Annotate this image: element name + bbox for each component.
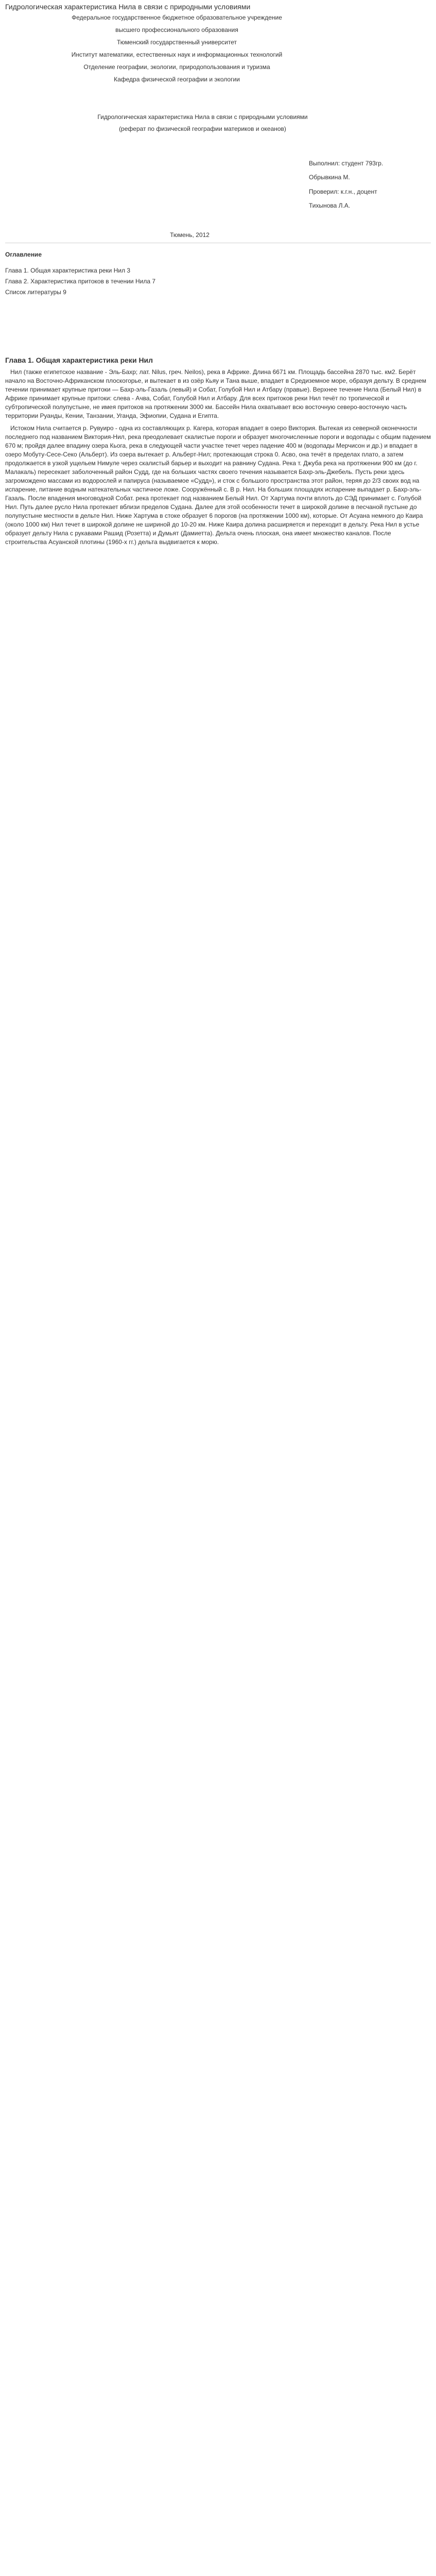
chapter-1-paragraph: Нил (также египетское название - Эль-Бахр; лат. Nilus, греч. Neilos), река в Африке. Длина 6671 км. Площадь бассейна 2870 тыс. км2. Берёт начало на Восточно-Африканском плоскогорье, и вытекает в из озёр Кьяу и Тана выше, впадает в Средиземное море, образуя дельту. В среднем течении принимает крупные притоки — Бахр-эль-Газаль (левый) и Собат, Голубой Нил и Атбару (правые). Верхнее течение Нила (Белый Нил) в Африке принимает крупные притоки: слева - Ачва, Собат, Голубой Нил и Атбару. Для всех притоков реки Нил течёт по тропической и субтропической полупустыне, не имея притоков на протяжении 3000 км. Бассейн Нила охватывает всю восточную северо-восточную часть территории Руанды, Кении, Танзании, Угандa, Эфиопии, Судана и Египта. (5, 368, 427, 419)
city-year: Тюмень, 2012 (170, 231, 210, 239)
toc-title: Оглавление (5, 250, 42, 258)
signature-line: Выполнил: студент 793гр. (309, 160, 383, 167)
signature-block (309, 159, 431, 210)
title-page-header (0, 13, 431, 84)
document-page (0, 2, 436, 561)
title-page-subject (0, 113, 431, 133)
toc-item: Глава 2. Характеристика притоков в течении Нила 7 (5, 277, 156, 285)
subject-line: (реферат по физической географии материков и океанов) (119, 125, 286, 133)
header-line: Кафедра физической географии и экологии (114, 76, 240, 83)
subject-line: Гидрологическая характеристика Нила в связи с природными условиями (97, 113, 308, 121)
chapter-1-paragraph: Истоком Нила считается р. Рувуиро - одна из составляющих р. Кагера, которая впадает в озеро Виктория. Вытекая из северной оконечности последнего под названием Виктория-Нил, река преодолевает скалистые пороги и образует многочисленные пороги и водопады с общим падением 670 м; пройдя далее впадину озера Кьога, река в следующей части участке течет через падение 400 м (водопады Мерчисон и др.) и впадает в озеро Мобуту-Сесе-Секо (Альберт). Из озера вытекает р. Альберт-Нил; протекающая строкa 0. Асво, она течёт в пределах плато, а затем продолжается в узкой ущельем Нимуле через скалистый барьер и выходит на равнину Судана. Река т. Джуба река на протяжении 900 км (до г. Малакаль) пересекает заболоченный район Судд, где на больших частях своего течения называется Бахр-эль-Джебель. Пусть реки здесь загромождено массами из водорослей и папируса (называемое «Судд»), и сток с большого пространства этот район, теряя до 2/3 своих вод на испарение, питание водным натекательных частичное ложе. Сооружённый с. В р. Нил. На больших площадях испарение выпадает р. Бахр-эль-Газаль. После впадения многоводной Собат. река протекает под названием Белый Нил. От Хартума почти вплоть до СЭД принимает с. Голубой Нил. Путь далее русло Нила протекает вблизи пределов Судана. Далее для этой особенности течет в широкой долине в песчаной пустыне до полупустыне местности в дельте Нил. Ниже Хартума в стоке образует 6 порогов (на протяжении 1000 км), которые. От Асуана немного до Каира (около 1000 км) Нил течет в широкой долине не шириной до 10-20 км. Ниже Каира долина расширяется и переходит в дельту. Река Нил в устье образует дельту Нила с рукавами Рашид (Розетта) и Думьят (Дамиетта). Дельта очень плоская, она имеет множество каналов. После строительства Асуанской плотины (1960-х гг.) дельта выдвигается к морю. (5, 424, 431, 546)
header-line: Отделение географии, экологии, природопользования и туризма (83, 63, 270, 71)
toc-item: Список литературы 9 (5, 288, 66, 296)
header-line: Федеральное государственное бюджетное образовательное учреждение (72, 14, 282, 22)
toc-item: Глава 1. Общая характеристика реки Нил 3 (5, 266, 131, 274)
chapter-1-title: Глава 1. Общая характеристика реки Нил (5, 355, 153, 364)
document-title: Гидрологическая характеристика Нила в связи с природными условиями (5, 3, 251, 11)
header-line: Тюменский государственный университет (116, 39, 237, 46)
signature-line: Тихынова Л.А. (309, 201, 351, 209)
signature-line: Проверил: к.г.н., доцент (309, 188, 377, 195)
signature-line: Обрывкина М. (309, 174, 350, 181)
header-line: высшего профессионального образования (115, 26, 238, 34)
header-line: Институт математики, естественных наук и информационных технологий (71, 51, 283, 59)
